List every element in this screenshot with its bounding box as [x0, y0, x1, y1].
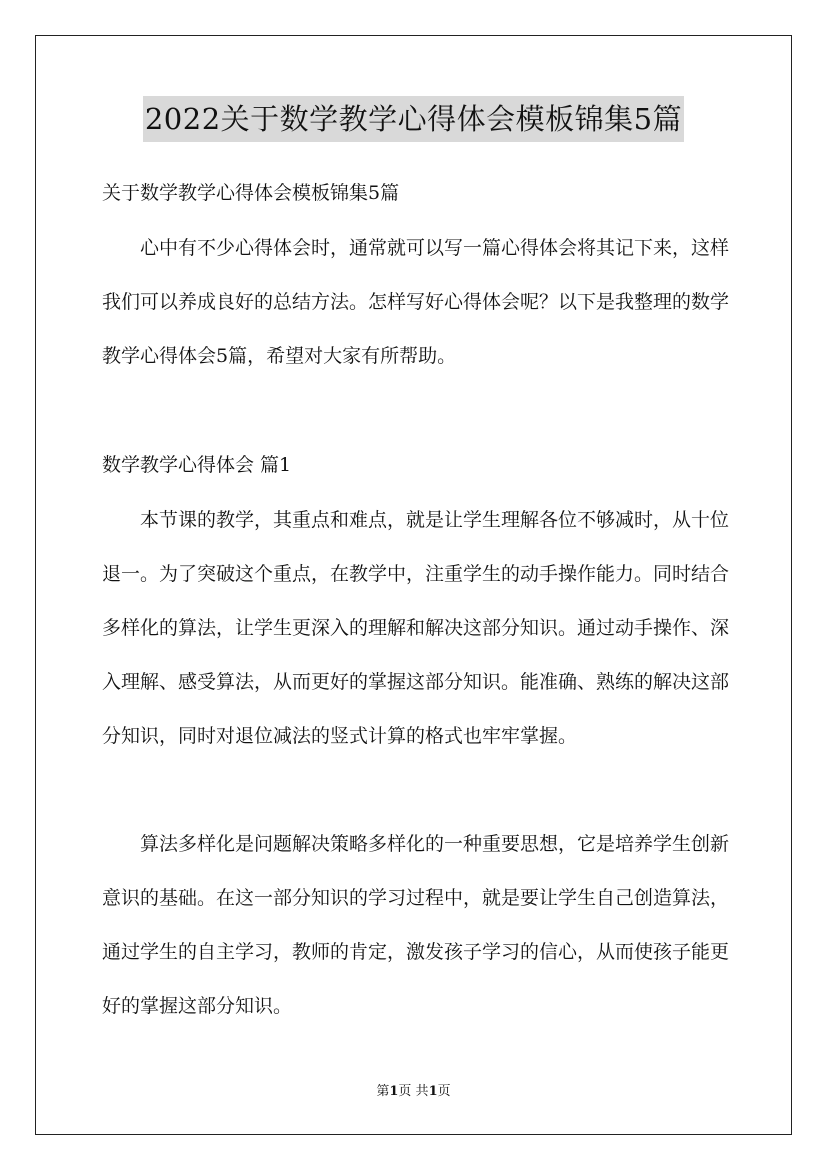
current-page-number: 1	[389, 1084, 399, 1099]
section-heading: 数学教学心得体会 篇1	[102, 454, 292, 476]
page-mid-text: 页 共	[398, 1084, 429, 1099]
section-paragraph-2: 算法多样化是问题解决策略多样化的一种重要思想，它是培养学生创新意识的基础。在这一部分知识的学习过程中，就是要让学生自己创造算法，通过学生的自主学习，教师的肯定，激发孩子学习的信心，从而使孩子能更好的掌握这部分知识。	[102, 833, 730, 1017]
page-prefix: 第	[376, 1084, 390, 1099]
intro-paragraph: 心中有不少心得体会时，通常就可以写一篇心得体会将其记下来，这样我们可以养成良好的总结方法。怎样写好心得体会呢？以下是我整理的数学教学心得体会5篇，希望对大家有所帮助。	[102, 237, 730, 367]
page-number-footer	[0, 1083, 827, 1101]
total-page-number: 1	[428, 1084, 438, 1099]
page-suffix: 页	[437, 1084, 451, 1099]
section-paragraph-1: 本节课的教学，其重点和难点，就是让学生理解各位不够减时，从十位退一。为了突破这个重点，在教学中，注重学生的动手操作能力。同时结合多样化的算法，让学生更深入的理解和解决这部分知识。通过动手操作、深入理解、感受算法，从而更好的掌握这部分知识。能准确、熟练的解决这部分知识，同时对退位减法的竖式计算的格式也牢牢掌握。	[102, 509, 730, 747]
document-title-text: 2022关于数学教学心得体会模板锦集5篇	[143, 96, 684, 142]
document-subtitle: 关于数学教学心得体会模板锦集5篇	[102, 182, 400, 204]
document-title	[0, 96, 827, 142]
